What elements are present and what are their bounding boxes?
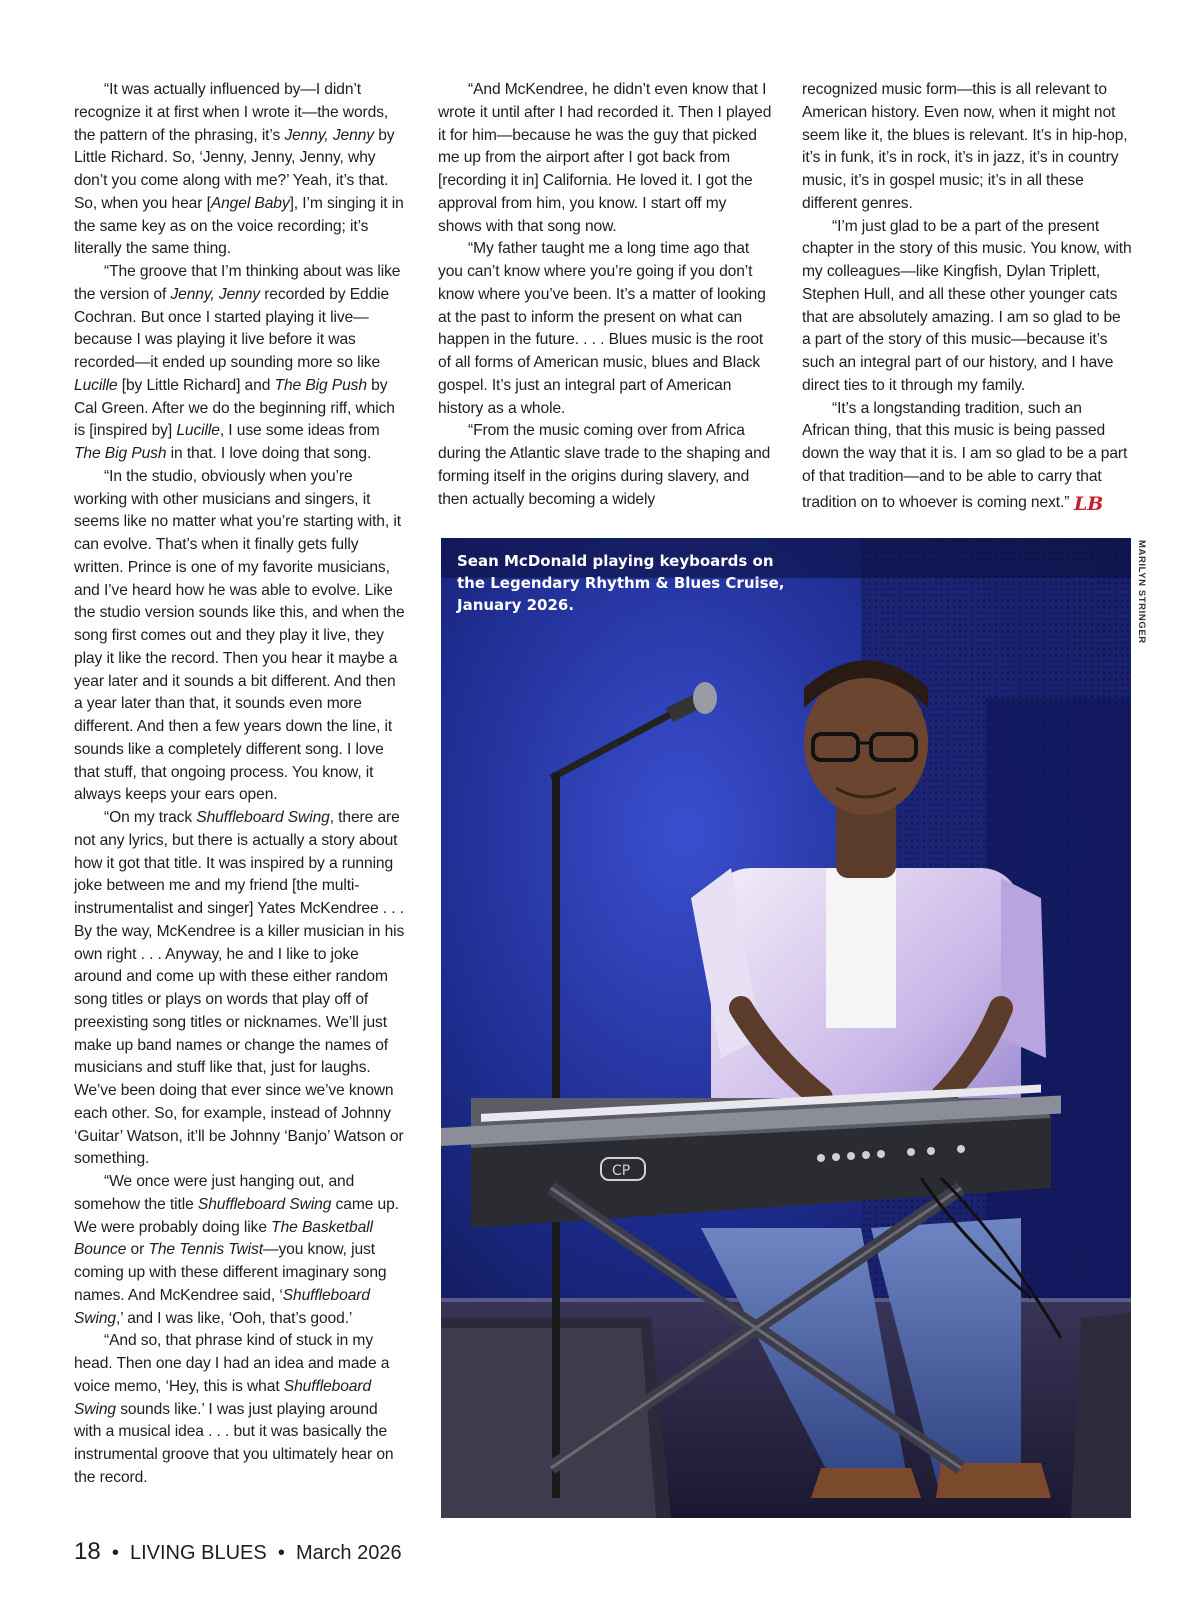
article-paragraph: “It’s a longstanding tradition, such an African thing, that this music is being passed down the way that it is. I am so glad to be a part of that tradition—and to be able to carry that tradition on to whoever is coming next.” LB (802, 399, 1128, 515)
footer-separator: • (111, 1542, 119, 1564)
page-footer (74, 1538, 402, 1566)
photo-credit-text: MARILYN STRINGER (1136, 540, 1147, 644)
italic-title: The Big Push (274, 376, 367, 394)
article-paragraph: “It was actually influenced by—I didn’t recognize it at first when I wrote it—the words, the pattern of the phrasing, it’s Jenny, Jenny by Little Richard. So, ‘Jenny, Jenny, Jenny, why don’t you come along with me?’ Yeah, it’s that. So, when you hear [Angel Baby], I’m singing it in the same key as on the voice recording; it’s literally the same thing. (74, 81, 404, 258)
italic-title: Lucille (74, 376, 118, 394)
article-paragraph: “And so, that phrase kind of stuck in my head. Then one day I had an idea and made a voice memo, ‘Hey, this is what Shuffleboard Swing sounds like.’ I was just playing around with a musical idea . . . but it was basically the instrumental groove that you ultimately hear on the record. (74, 1332, 394, 1486)
end-of-article-mark-text: LB (1074, 492, 1104, 515)
italic-title: Shuffleboard Swing (196, 809, 330, 826)
italic-title: The Basketball Bounce (74, 1218, 373, 1259)
keyboard-logo: CP (612, 1163, 631, 1179)
article-paragraph: “My father taught me a long time ago that you can’t know where you’re going if you don’t know where you’ve been. It’s a matter of looking at the past to inform the present on what can happen in the future. . . . Blues music is the root of all forms of American music, blues and Black gospel. It’s just an integral part of American history as a whole. (438, 240, 766, 417)
italic-title: Jenny, Jenny (284, 126, 374, 144)
article-paragraph: “In the studio, obviously when you’re working with other musicians and singers, it seems like no matter what you’re starting with, it can evolve. That’s when it finally gets fully written. Prince is one of my favorite musicians, and I’ve heard how he was able to evolve. Like the studio version sounds like this, and when the song first comes out and they play it live, they play it like the record. Then you hear it maybe a year later and it sounds a bit different. And then a year later than that, it sounds even more different. And then a few years down the line, it sounds like a completely different song. I love that stuff, that ongoing process. You know, it always keeps your ears open. (74, 467, 405, 804)
footer-separator: • (277, 1542, 285, 1564)
concert-photo (441, 538, 1131, 1518)
italic-title: The Tennis Twist (148, 1241, 263, 1259)
end-of-article-mark (1073, 489, 1103, 515)
article-paragraph: recognized music form—this is all relevant to American history. Even now, when it might not seem like it, the blues is relevant. It’s in hip-hop, it’s in funk, it’s in rock, it’s in jazz, it’s in country music, it’s in gospel music; it’s in all these different genres. (802, 81, 1128, 212)
photo-credit (1134, 540, 1148, 660)
issue-date: March 2026 (295, 1542, 402, 1564)
article-paragraph: “From the music coming over from Africa during the Atlantic slave trade to the shaping and forming itself in the origins during slavery, and then actually becoming a widely (438, 422, 771, 508)
article-paragraph: “We once were just hanging out, and somehow the title Shuffleboard Swing came up. We were probably doing like The Basketball Bounce or The Tennis Twist—you know, just coming up with these different imaginary song names. And McKendree said, ‘Shuffleboard Swing,’ and I was like, ‘Ooh, that’s good.’ (74, 1173, 399, 1327)
italic-title: Shuffleboard Swing (197, 1195, 332, 1213)
article-column-1 (74, 79, 406, 1490)
italic-title: Lucille (176, 422, 220, 440)
article-paragraph: “And McKendree, he didn’t even know that I wrote it until after I had recorded it. Then I played it for him—because he was the guy that picked me up from the airport after I got back from [recording it in] California. He loved it. I got the approval from him, you know. I start off my shows with that song now. (438, 81, 772, 235)
page-number: 18 (74, 1538, 101, 1565)
article-column-2 (438, 79, 772, 511)
italic-title: Shuffleboard Swing (74, 1377, 372, 1418)
magazine-name: LIVING BLUES (129, 1542, 267, 1564)
article-column-3 (802, 79, 1132, 515)
italic-title: Angel Baby (210, 194, 290, 212)
italic-title: Shuffleboard Swing (74, 1286, 370, 1327)
article-paragraph: “I’m just glad to be a part of the present chapter in the story of this music. You know, with my colleagues—like Kingfish, Dylan Triplett, Stephen Hull, and all these other younger cats that are absolutely amazing. I am so glad to be a part of the story of this music—because it’s such an integral part of our history, and I have direct ties to it through my family. (802, 217, 1132, 394)
keyboardist-illustration (441, 538, 1131, 1518)
article-paragraph: “On my track Shuffleboard Swing, there are not any lyrics, but there is actually a story about how it got that title. It was inspired by a running joke between me and my friend [the multi-instrumentalist and singer] Yates McKendree . . . By the way, McKendree is a killer musician in his own right . . . Anyway, he and I like to joke around and come up with these either random song titles or plays on words that play off of preexisting song titles or nicknames. We’ll just make up band names or change the names of musicians and stuff like that, just for laughs. We’ve been doing that ever since we’ve known each other. So, for example, instead of Johnny ‘Guitar’ Watson, it’ll be Johnny ‘Banjo’ Watson or something. (74, 809, 405, 1168)
article-paragraph: “The groove that I’m thinking about was like the version of Jenny, Jenny recorded by Eddie Cochran. But once I started playing it live—because I was playing it live before it was recorded—it ended up sounding more so like Lucille [by Little Richard] and The Big Push by Cal Green. After we do the beginning riff, which is [inspired by] Lucille, I use some ideas from The Big Push in that. I love doing that song. (74, 263, 401, 462)
photo-caption: Sean McDonald playing keyboards on the Legendary Rhythm & Blues Cruise, January 2026. (457, 552, 785, 614)
italic-title: The Big Push (74, 445, 167, 462)
italic-title: Jenny, Jenny (170, 285, 260, 303)
